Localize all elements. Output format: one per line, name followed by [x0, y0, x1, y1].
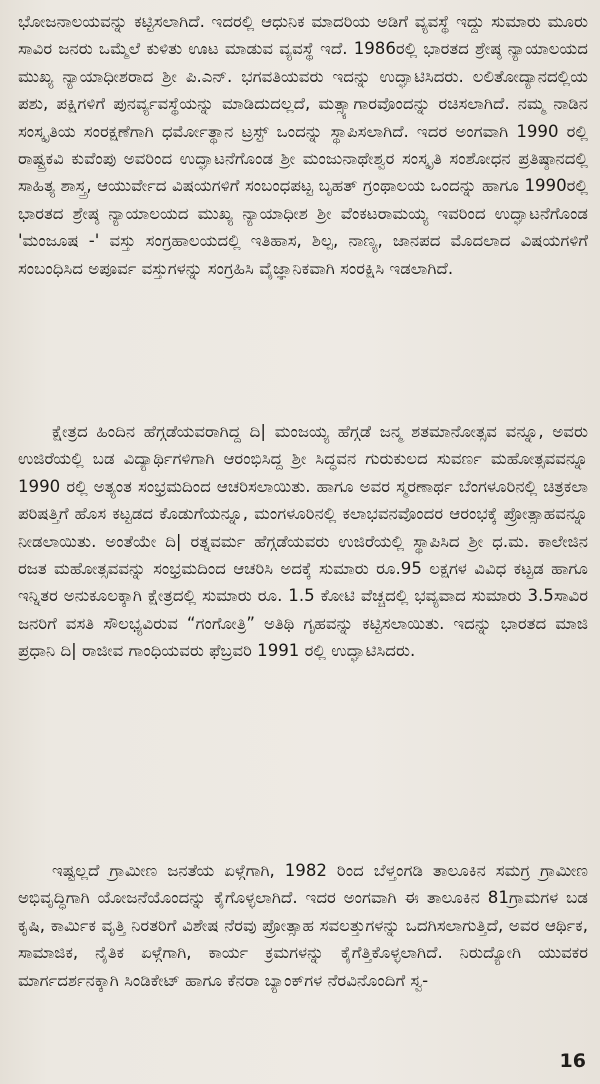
paragraph-1: ಭೋಜನಾಲಯವನ್ನು ಕಟ್ಟಿಸಲಾಗಿದೆ. ಇದರಲ್ಲಿ ಆಧುನಿಕ ಮಾದರಿಯ ಅಡಿಗೆ ವ್ಯವಸ್ಥೆ ಇದ್ದು ಸುಮಾರು ಮೂರು ಸಾವಿರ ಜನರು ಒಮ್ಮೆಲೆ ಕುಳಿತು ಊಟ ಮಾಡುವ ವ್ಯವಸ್ಥೆ ಇದೆ. 1986ರಲ್ಲಿ ಭಾರತದ ಶ್ರೇಷ್ಠ ನ್ಯಾಯಾಲಯದ ಮುಖ್ಯ ನ್ಯಾಯಾಧೀಶರಾದ ಶ್ರೀ ಪಿ.ಎನ್. ಭಗವತಿಯವರು ಇದನ್ನು ಉದ್ಘಾಟಿಸಿದರು. ಲಲಿತೋದ್ಯಾನದಲ್ಲಿಯ ಪಶು, ಪಕ್ಷಿಗಳಿಗೆ ಪುನರ್ವ್ಯವಸ್ಥೆಯನ್ನು ಮಾಡಿದುದಲ್ಲದೆ, ಮತ್ಸ್ಯಾಗಾರವೊಂದನ್ನು ರಚಿಸಲಾಗಿದೆ. ನಮ್ಮ ನಾಡಿನ ಸಂಸ್ಕೃತಿಯ ಸಂರಕ್ಷಣೆಗಾಗಿ ಧರ್ಮೋತ್ಥಾನ ಟ್ರಸ್ಟ್ ಒಂದನ್ನು ಸ್ಥಾಪಿಸಲಾಗಿದೆ. ಇದರ ಅಂಗವಾಗಿ 1990 ರಲ್ಲಿ ರಾಷ್ಟ್ರಕವಿ ಕುವೆಂಪು ಅವರಿಂದ ಉದ್ಘಾಟನೆಗೊಂಡ ಶ್ರೀ ಮಂಜುನಾಥೇಶ್ವರ ಸಂಸ್ಕೃತಿ ಸಂಶೋಧನ ಪ್ರತಿಷ್ಠಾನದಲ್ಲಿ ಸಾಹಿತ್ಯ ಶಾಸ್ತ್ರ, ಆಯುರ್ವೇದ ವಿಷಯಗಳಿಗೆ ಸಂಬಂಧಪಟ್ಟ ಬೃಹತ್ ಗ್ರಂಥಾಲಯ ಒಂದನ್ನು ಹಾಗೂ 1990ರಲ್ಲಿ ಭಾರತದ ಶ್ರೇಷ್ಠ ನ್ಯಾಯಾಲಯದ ಮುಖ್ಯ ನ್ಯಾಯಾಧೀಶ ಶ್ರೀ ವೆಂಕಟರಾಮಯ್ಯ ಇವರಿಂದ ಉದ್ಘಾಟನೆಗೊಂಡ 'ಮಂಜೂಷ -' ವಸ್ತು ಸಂಗ್ರಹಾಲಯದಲ್ಲಿ ಇತಿಹಾಸ, ಶಿಲ್ಪ, ನಾಣ್ಯ, ಜಾನಪದ ಮೊದಲಾದ ವಿಷಯಗಳಿಗೆ ಸಂಬಂಧಿಸಿದ ಅಪೂರ್ವ ವಸ್ತುಗಳನ್ನು ಸಂಗ್ರಹಿಸಿ ವೈಜ್ಞಾನಿಕವಾಗಿ ಸಂರಕ್ಷಿಸಿ ಇಡಲಾಗಿದೆ. [18, 12, 588, 278]
page-number: 16 [559, 1050, 586, 1072]
paragraph-3: ಇಷ್ಟಲ್ಲದೆ ಗ್ರಾಮೀಣ ಜನತೆಯ ಏಳ್ಗೆಗಾಗಿ, 1982 ರಿಂದ ಬೆಳ್ತಂಗಡಿ ತಾಲೂಕಿನ ಸಮಗ್ರ ಗ್ರಾಮೀಣ ಅಭಿವೃದ್ಧಿಗಾಗಿ ಯೋಜನೆಯೊಂದನ್ನು ಕೈಗೊಳ್ಳಲಾಗಿದೆ. ಇದರ ಅಂಗವಾಗಿ ಈ ತಾಲೂಕಿನ 81ಗ್ರಾಮಗಳ ಬಡ ಕೃಷಿ, ಕಾರ್ಮಿಕ ವೃತ್ತಿ ನಿರತರಿಗೆ ವಿಶೇಷ ನೆರವು ಪ್ರೋತ್ಸಾಹ ಸವಲತ್ತುಗಳನ್ನು ಒದಗಿಸಲಾಗುತ್ತಿದೆ, ಅವರ ಆರ್ಥಿಕ, ಸಾಮಾಜಿಕ, ನೈತಿಕ ಏಳ್ಗೆಗಾಗಿ, ಕಾರ್ಯ ಕ್ರಮಗಳನ್ನು ಕೈಗೆತ್ತಿಕೊಳ್ಳಲಾಗಿದೆ. ನಿರುದ್ಯೋಗಿ ಯುವಕರ ಮಾರ್ಗದರ್ಶನಕ್ಕಾಗಿ ಸಿಂಡಿಕೇಟ್ ಹಾಗೂ ಕೆನರಾ ಬ್ಯಾಂಕ್‌ಗಳ ನೆರವಿನೊಂದಿಗೆ ಸ್ವ- [18, 861, 588, 990]
paragraph-2: ಕ್ಷೇತ್ರದ ಹಿಂದಿನ ಹೆಗ್ಗಡೆಯವರಾಗಿದ್ದ ದಿ| ಮಂಜಯ್ಯ ಹೆಗ್ಗಡೆ ಜನ್ಮ ಶತಮಾನೋತ್ಸವ ವನ್ನೂ, ಅವರು ಉಜಿರೆಯಲ್ಲಿ ಬಡ ವಿದ್ಯಾರ್ಥಿಗಳಿಗಾಗಿ ಆರಂಭಿಸಿದ್ದ ಶ್ರೀ ಸಿದ್ಧವನ ಗುರುಕುಲದ ಸುವರ್ಣ ಮಹೋತ್ಸವವನ್ನೂ 1990 ರಲ್ಲಿ ಅತ್ಯಂತ ಸಂಭ್ರಮದಿಂದ ಆಚರಿಸಲಾಯಿತು. ಹಾಗೂ ಅವರ ಸ್ಮರಣಾರ್ಥ ಬೆಂಗಳೂರಿನಲ್ಲಿ ಚಿತ್ರಕಲಾ ಪರಿಷತ್ತಿಗೆ ಹೊಸ ಕಟ್ಟಡದ ಕೊಡುಗೆಯನ್ನೂ, ಮಂಗಳೂರಿನಲ್ಲಿ ಕಲಾಭವನವೊಂದರ ಆರಂಭಕ್ಕೆ ಪ್ರೋತ್ಸಾಹವನ್ನೂ ನೀಡಲಾಯಿತು. ಅಂತೆಯೇ ದಿ| ರತ್ನವರ್ಮ ಹೆಗ್ಗಡೆಯವರು ಉಜಿರೆಯಲ್ಲಿ ಸ್ಥಾಪಿಸಿದ ಶ್ರೀ ಧ.ಮ. ಕಾಲೇಜಿನ ರಜತ ಮಹೋತ್ಸವವನ್ನು ಸಂಭ್ರಮದಿಂದ ಆಚರಿಸಿ ಅದಕ್ಕೆ ಸುಮಾರು ರೂ.95 ಲಕ್ಷಗಳ ವಿವಿಧ ಕಟ್ಟಡ ಹಾಗೂ ಇನ್ನಿತರ ಅನುಕೂಲಕ್ಕಾಗಿ ಕ್ಷೇತ್ರದಲ್ಲಿ ಸುಮಾರು ರೂ. 1.5 ಕೋಟಿ ವೆಚ್ಚದಲ್ಲಿ ಭವ್ಯವಾದ ಸುಮಾರು 3.5ಸಾವಿರ ಜನರಿಗೆ ವಸತಿ ಸೌಲಭ್ಯವಿರುವ “ಗಂಗೋತ್ರಿ” ಅತಿಥಿ ಗೃಹವನ್ನು ಕಟ್ಟಿಸಲಾಯಿತು. ಇದನ್ನು ಭಾರತದ ಮಾಜಿ ಪ್ರಧಾನಿ ದಿ| ರಾಜೀವ ಗಾಂಧಿಯವರು ಫೆಬ್ರವರಿ 1991 ರಲ್ಲಿ ಉದ್ಘಾಟಿಸಿದರು. [18, 422, 588, 661]
